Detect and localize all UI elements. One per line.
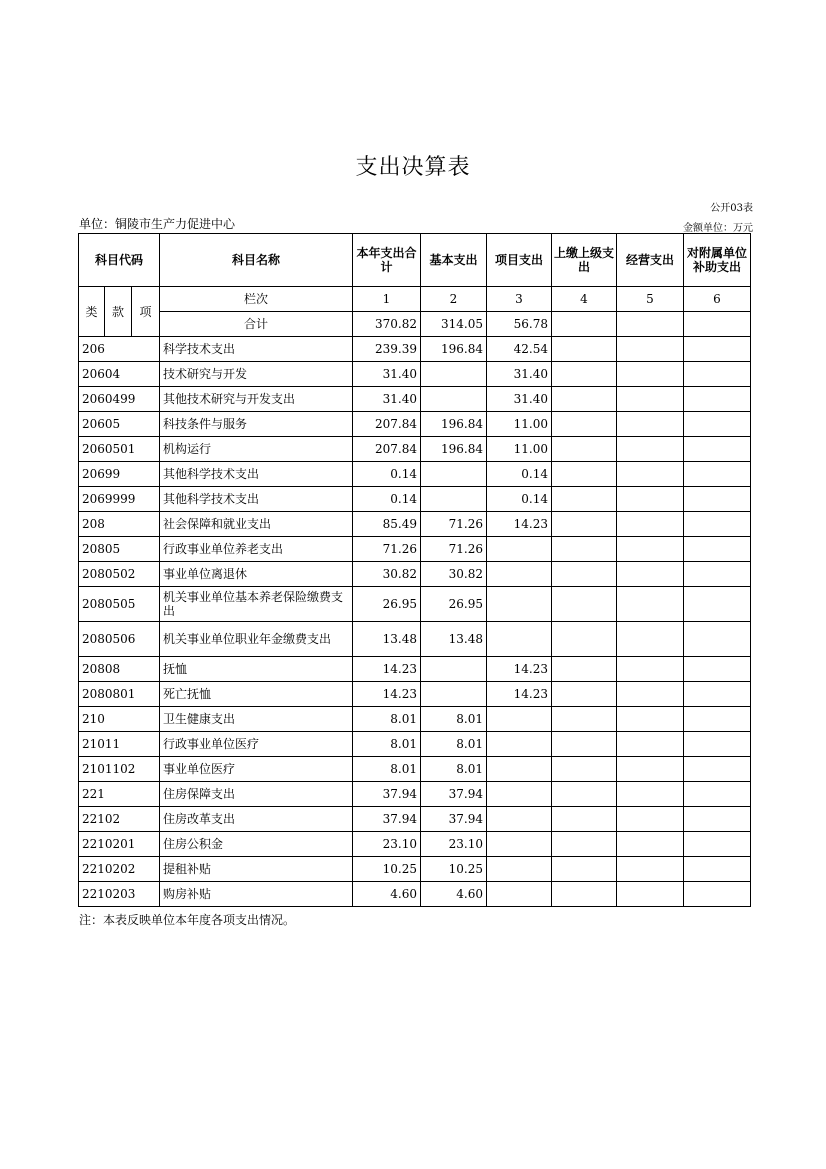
row-project: 42.54 (487, 337, 552, 362)
page-title: 支出决算表 (355, 155, 471, 180)
row-operating (617, 487, 684, 512)
header-xiang: 项 (132, 287, 160, 337)
row-project (487, 707, 552, 732)
table-row (79, 657, 751, 682)
row-operating (617, 857, 684, 882)
table-row (79, 682, 751, 707)
row-name: 社会保障和就业支出 (160, 512, 353, 537)
expenditure-table (78, 233, 751, 907)
row-project: 31.40 (487, 362, 552, 387)
row-subsidy (684, 622, 751, 657)
row-basic: 8.01 (421, 732, 487, 757)
header-kuan: 款 (105, 287, 132, 337)
row-code: 20808 (79, 657, 160, 682)
form-number: 公开03表 (710, 203, 753, 214)
row-subsidy (684, 412, 751, 437)
row-project (487, 857, 552, 882)
row-upper (552, 462, 617, 487)
table-row (79, 732, 751, 757)
total-subsidy (684, 312, 751, 337)
row-subsidy (684, 682, 751, 707)
row-total: 13.48 (353, 622, 421, 657)
row-code: 2080505 (79, 587, 160, 622)
row-name: 卫生健康支出 (160, 707, 353, 732)
money-unit-label: 金额单位：万元 (683, 223, 753, 234)
row-upper (552, 707, 617, 732)
row-subsidy (684, 587, 751, 622)
row-code: 21011 (79, 732, 160, 757)
row-total: 0.14 (353, 462, 421, 487)
header-project: 项目支出 (487, 234, 552, 287)
table-row (79, 622, 751, 657)
row-basic: 23.10 (421, 832, 487, 857)
col-number-4: 4 (552, 287, 617, 312)
row-upper (552, 657, 617, 682)
row-name: 死亡抚恤 (160, 682, 353, 707)
row-name: 住房保障支出 (160, 782, 353, 807)
row-total: 4.60 (353, 882, 421, 907)
table-row (79, 757, 751, 782)
header-lanci: 栏次 (160, 287, 353, 312)
row-code: 2060499 (79, 387, 160, 412)
header-lei: 类 (79, 287, 105, 337)
row-basic (421, 682, 487, 707)
table-row (79, 412, 751, 437)
row-name: 事业单位医疗 (160, 757, 353, 782)
row-basic (421, 487, 487, 512)
row-basic (421, 462, 487, 487)
row-project (487, 562, 552, 587)
row-upper (552, 732, 617, 757)
row-name: 其他技术研究与开发支出 (160, 387, 353, 412)
row-upper (552, 832, 617, 857)
row-subsidy (684, 732, 751, 757)
row-name: 机构运行 (160, 437, 353, 462)
footnote: 注：本表反映单位本年度各项支出情况。 (79, 913, 296, 927)
row-code: 2069999 (79, 487, 160, 512)
table-row (79, 562, 751, 587)
unit-label: 单位：铜陵市生产力促进中心 (79, 217, 236, 231)
row-code: 2080502 (79, 562, 160, 587)
row-project: 31.40 (487, 387, 552, 412)
row-name: 技术研究与开发 (160, 362, 353, 387)
row-operating (617, 807, 684, 832)
row-operating (617, 622, 684, 657)
row-total: 14.23 (353, 682, 421, 707)
row-code: 20699 (79, 462, 160, 487)
row-project (487, 882, 552, 907)
row-total: 239.39 (353, 337, 421, 362)
row-total: 31.40 (353, 362, 421, 387)
total-project: 56.78 (487, 312, 552, 337)
table-row (79, 437, 751, 462)
col-number-3: 3 (487, 287, 552, 312)
row-basic: 71.26 (421, 512, 487, 537)
row-subsidy (684, 782, 751, 807)
row-project: 11.00 (487, 437, 552, 462)
row-name: 提租补贴 (160, 857, 353, 882)
row-basic: 71.26 (421, 537, 487, 562)
row-upper (552, 537, 617, 562)
row-operating (617, 412, 684, 437)
table-row (79, 537, 751, 562)
row-project (487, 537, 552, 562)
row-name: 行政事业单位医疗 (160, 732, 353, 757)
row-name: 住房改革支出 (160, 807, 353, 832)
row-operating (617, 657, 684, 682)
row-total: 37.94 (353, 807, 421, 832)
header-total: 本年支出合计 (353, 234, 421, 287)
row-code: 2060501 (79, 437, 160, 462)
row-subsidy (684, 657, 751, 682)
col-number-5: 5 (617, 287, 684, 312)
row-project: 0.14 (487, 462, 552, 487)
row-project (487, 832, 552, 857)
row-code: 22102 (79, 807, 160, 832)
row-operating (617, 587, 684, 622)
row-operating (617, 782, 684, 807)
row-total: 85.49 (353, 512, 421, 537)
row-operating (617, 732, 684, 757)
table-row (79, 807, 751, 832)
header-operating: 经营支出 (617, 234, 684, 287)
row-total: 37.94 (353, 782, 421, 807)
row-basic: 196.84 (421, 412, 487, 437)
row-name: 行政事业单位养老支出 (160, 537, 353, 562)
table-row (79, 337, 751, 362)
total-operating (617, 312, 684, 337)
row-project: 14.23 (487, 682, 552, 707)
row-subsidy (684, 387, 751, 412)
row-operating (617, 682, 684, 707)
row-upper (552, 337, 617, 362)
table-row (79, 832, 751, 857)
row-basic: 13.48 (421, 622, 487, 657)
row-total: 31.40 (353, 387, 421, 412)
row-upper (552, 487, 617, 512)
total-sum: 370.82 (353, 312, 421, 337)
col-number-1: 1 (353, 287, 421, 312)
row-code: 2210201 (79, 832, 160, 857)
row-name: 机关事业单位基本养老保险缴费支出 (160, 587, 353, 622)
row-project (487, 732, 552, 757)
row-code: 20604 (79, 362, 160, 387)
row-subsidy (684, 537, 751, 562)
row-project (487, 757, 552, 782)
row-project (487, 622, 552, 657)
row-operating (617, 757, 684, 782)
header-name: 科目名称 (160, 234, 353, 287)
header-code: 科目代码 (79, 234, 160, 287)
row-basic (421, 657, 487, 682)
total-upper (552, 312, 617, 337)
row-subsidy (684, 437, 751, 462)
row-subsidy (684, 362, 751, 387)
row-subsidy (684, 807, 751, 832)
row-name: 抚恤 (160, 657, 353, 682)
row-code: 2080506 (79, 622, 160, 657)
row-upper (552, 362, 617, 387)
row-total: 14.23 (353, 657, 421, 682)
row-basic: 10.25 (421, 857, 487, 882)
row-subsidy (684, 512, 751, 537)
row-basic: 30.82 (421, 562, 487, 587)
row-operating (617, 337, 684, 362)
table-row (79, 782, 751, 807)
row-basic: 8.01 (421, 707, 487, 732)
table-row (79, 462, 751, 487)
row-operating (617, 707, 684, 732)
col-number-6: 6 (684, 287, 751, 312)
row-total: 10.25 (353, 857, 421, 882)
row-subsidy (684, 757, 751, 782)
header-subsidy: 对附属单位补助支出 (684, 234, 751, 287)
total-basic: 314.05 (421, 312, 487, 337)
row-basic: 196.84 (421, 337, 487, 362)
row-operating (617, 832, 684, 857)
row-total: 207.84 (353, 437, 421, 462)
row-upper (552, 622, 617, 657)
row-code: 206 (79, 337, 160, 362)
row-subsidy (684, 337, 751, 362)
col-number-2: 2 (421, 287, 487, 312)
row-project (487, 807, 552, 832)
header-upper: 上缴上级支出 (552, 234, 617, 287)
row-basic: 8.01 (421, 757, 487, 782)
row-total: 8.01 (353, 757, 421, 782)
row-upper (552, 412, 617, 437)
row-upper (552, 757, 617, 782)
row-code: 221 (79, 782, 160, 807)
row-basic (421, 387, 487, 412)
row-operating (617, 562, 684, 587)
row-code: 210 (79, 707, 160, 732)
row-project: 14.23 (487, 512, 552, 537)
row-operating (617, 462, 684, 487)
row-upper (552, 782, 617, 807)
row-basic: 37.94 (421, 782, 487, 807)
table-row (79, 387, 751, 412)
row-upper (552, 682, 617, 707)
row-name: 其他科学技术支出 (160, 487, 353, 512)
row-subsidy (684, 832, 751, 857)
row-project (487, 587, 552, 622)
row-basic: 26.95 (421, 587, 487, 622)
row-total: 30.82 (353, 562, 421, 587)
row-basic: 4.60 (421, 882, 487, 907)
table-row (79, 707, 751, 732)
row-operating (617, 512, 684, 537)
row-total: 23.10 (353, 832, 421, 857)
row-total: 207.84 (353, 412, 421, 437)
row-operating (617, 437, 684, 462)
table-row (79, 882, 751, 907)
row-upper (552, 387, 617, 412)
row-name: 科学技术支出 (160, 337, 353, 362)
row-code: 208 (79, 512, 160, 537)
row-total: 8.01 (353, 732, 421, 757)
row-total: 8.01 (353, 707, 421, 732)
row-code: 2210203 (79, 882, 160, 907)
row-subsidy (684, 462, 751, 487)
row-name: 购房补贴 (160, 882, 353, 907)
row-name: 科技条件与服务 (160, 412, 353, 437)
row-name: 机关事业单位职业年金缴费支出 (160, 622, 353, 657)
row-code: 20805 (79, 537, 160, 562)
row-upper (552, 437, 617, 462)
row-operating (617, 387, 684, 412)
row-name: 事业单位离退休 (160, 562, 353, 587)
row-subsidy (684, 882, 751, 907)
row-upper (552, 857, 617, 882)
row-basic: 37.94 (421, 807, 487, 832)
row-project: 11.00 (487, 412, 552, 437)
row-operating (617, 537, 684, 562)
row-upper (552, 562, 617, 587)
table-row (79, 487, 751, 512)
row-basic: 196.84 (421, 437, 487, 462)
row-code: 2210202 (79, 857, 160, 882)
row-code: 2080801 (79, 682, 160, 707)
row-operating (617, 362, 684, 387)
row-subsidy (684, 857, 751, 882)
table-row (79, 512, 751, 537)
table-row (79, 362, 751, 387)
row-basic (421, 362, 487, 387)
row-total: 0.14 (353, 487, 421, 512)
row-code: 2101102 (79, 757, 160, 782)
row-project: 14.23 (487, 657, 552, 682)
row-upper (552, 807, 617, 832)
row-name: 其他科学技术支出 (160, 462, 353, 487)
header-basic: 基本支出 (421, 234, 487, 287)
row-upper (552, 512, 617, 537)
row-project: 0.14 (487, 487, 552, 512)
row-upper (552, 882, 617, 907)
row-total: 26.95 (353, 587, 421, 622)
row-total: 71.26 (353, 537, 421, 562)
row-operating (617, 882, 684, 907)
table-row (79, 587, 751, 622)
total-label: 合计 (160, 312, 353, 337)
row-subsidy (684, 562, 751, 587)
row-upper (552, 587, 617, 622)
row-project (487, 782, 552, 807)
row-code: 20605 (79, 412, 160, 437)
table-row (79, 857, 751, 882)
row-name: 住房公积金 (160, 832, 353, 857)
row-subsidy (684, 487, 751, 512)
row-subsidy (684, 707, 751, 732)
